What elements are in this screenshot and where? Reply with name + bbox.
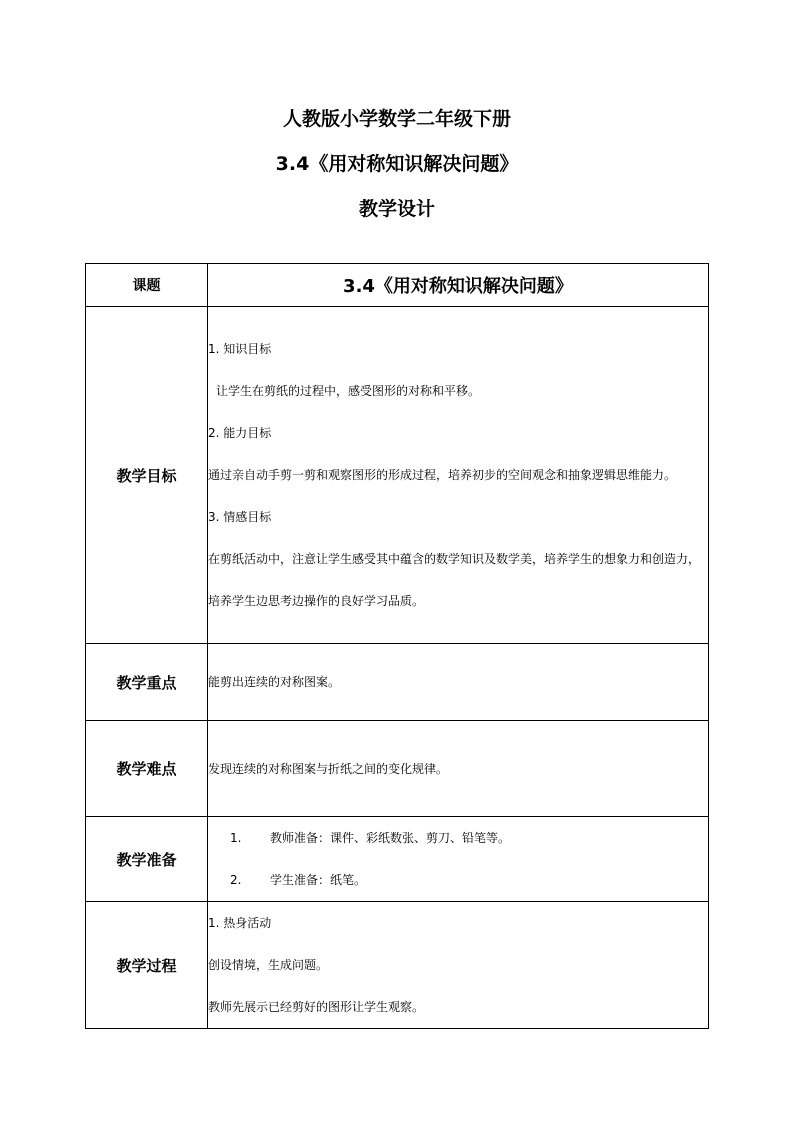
emotion-objective-heading: 3. 情感目标	[208, 510, 272, 524]
lesson-title: 3.4《用对称知识解决问题》	[275, 153, 519, 175]
ability-objective-text: 通过亲自动手剪一剪和观察图形的形成过程，培养初步的空间观念和抽象逻辑思维能力。	[208, 468, 677, 482]
process-content	[208, 902, 709, 1029]
document-type-title: 教学设计	[358, 198, 435, 220]
key-points-row	[86, 644, 709, 721]
document-title-block	[0, 104, 794, 239]
objectives-content	[208, 307, 709, 644]
preparation-item-student	[208, 859, 708, 901]
preparation-item-number: 1.	[230, 831, 242, 845]
difficulties-row	[86, 721, 709, 817]
process-line: 创设情境，生成问题。	[208, 958, 329, 972]
subject-row	[86, 264, 709, 307]
process-heading: 1. 热身活动	[208, 916, 272, 930]
subject-label: 课题	[86, 264, 208, 307]
key-points-label: 教学重点	[86, 644, 208, 721]
lesson-plan-table	[85, 263, 709, 1029]
textbook-title: 人教版小学数学二年级下册	[282, 108, 511, 130]
preparation-label: 教学准备	[86, 817, 208, 902]
preparation-content	[208, 817, 709, 902]
preparation-item-text: 学生准备：纸笔。	[270, 873, 367, 887]
knowledge-objective-text: 让学生在剪纸的过程中，感受图形的对称和平移。	[216, 384, 481, 398]
preparation-row	[86, 817, 709, 902]
difficulties-label: 教学难点	[86, 721, 208, 817]
ability-objective-heading: 2. 能力目标	[208, 426, 272, 440]
key-points-text: 能剪出连续的对称图案。	[208, 644, 709, 721]
emotion-objective-text: 在剪纸活动中，注意让学生感受其中蕴含的数学知识及数学美，培养学生的想象力和创造力，培养学生边思考边操作的良好学习品质。	[208, 552, 701, 608]
preparation-item-teacher	[208, 817, 708, 859]
difficulties-text: 发现连续的对称图案与折纸之间的变化规律。	[208, 721, 709, 817]
subject-value: 3.4《用对称知识解决问题》	[208, 264, 709, 307]
objectives-label: 教学目标	[86, 307, 208, 644]
objectives-row	[86, 307, 709, 644]
preparation-item-number: 2.	[230, 873, 242, 887]
process-row	[86, 902, 709, 1029]
process-line: 教师先展示已经剪好的图形让学生观察。	[208, 1000, 425, 1014]
preparation-item-text: 教师准备：课件、彩纸数张、剪刀、铅笔等。	[270, 831, 511, 845]
process-label: 教学过程	[86, 902, 208, 1029]
knowledge-objective-heading: 1. 知识目标	[208, 342, 272, 356]
